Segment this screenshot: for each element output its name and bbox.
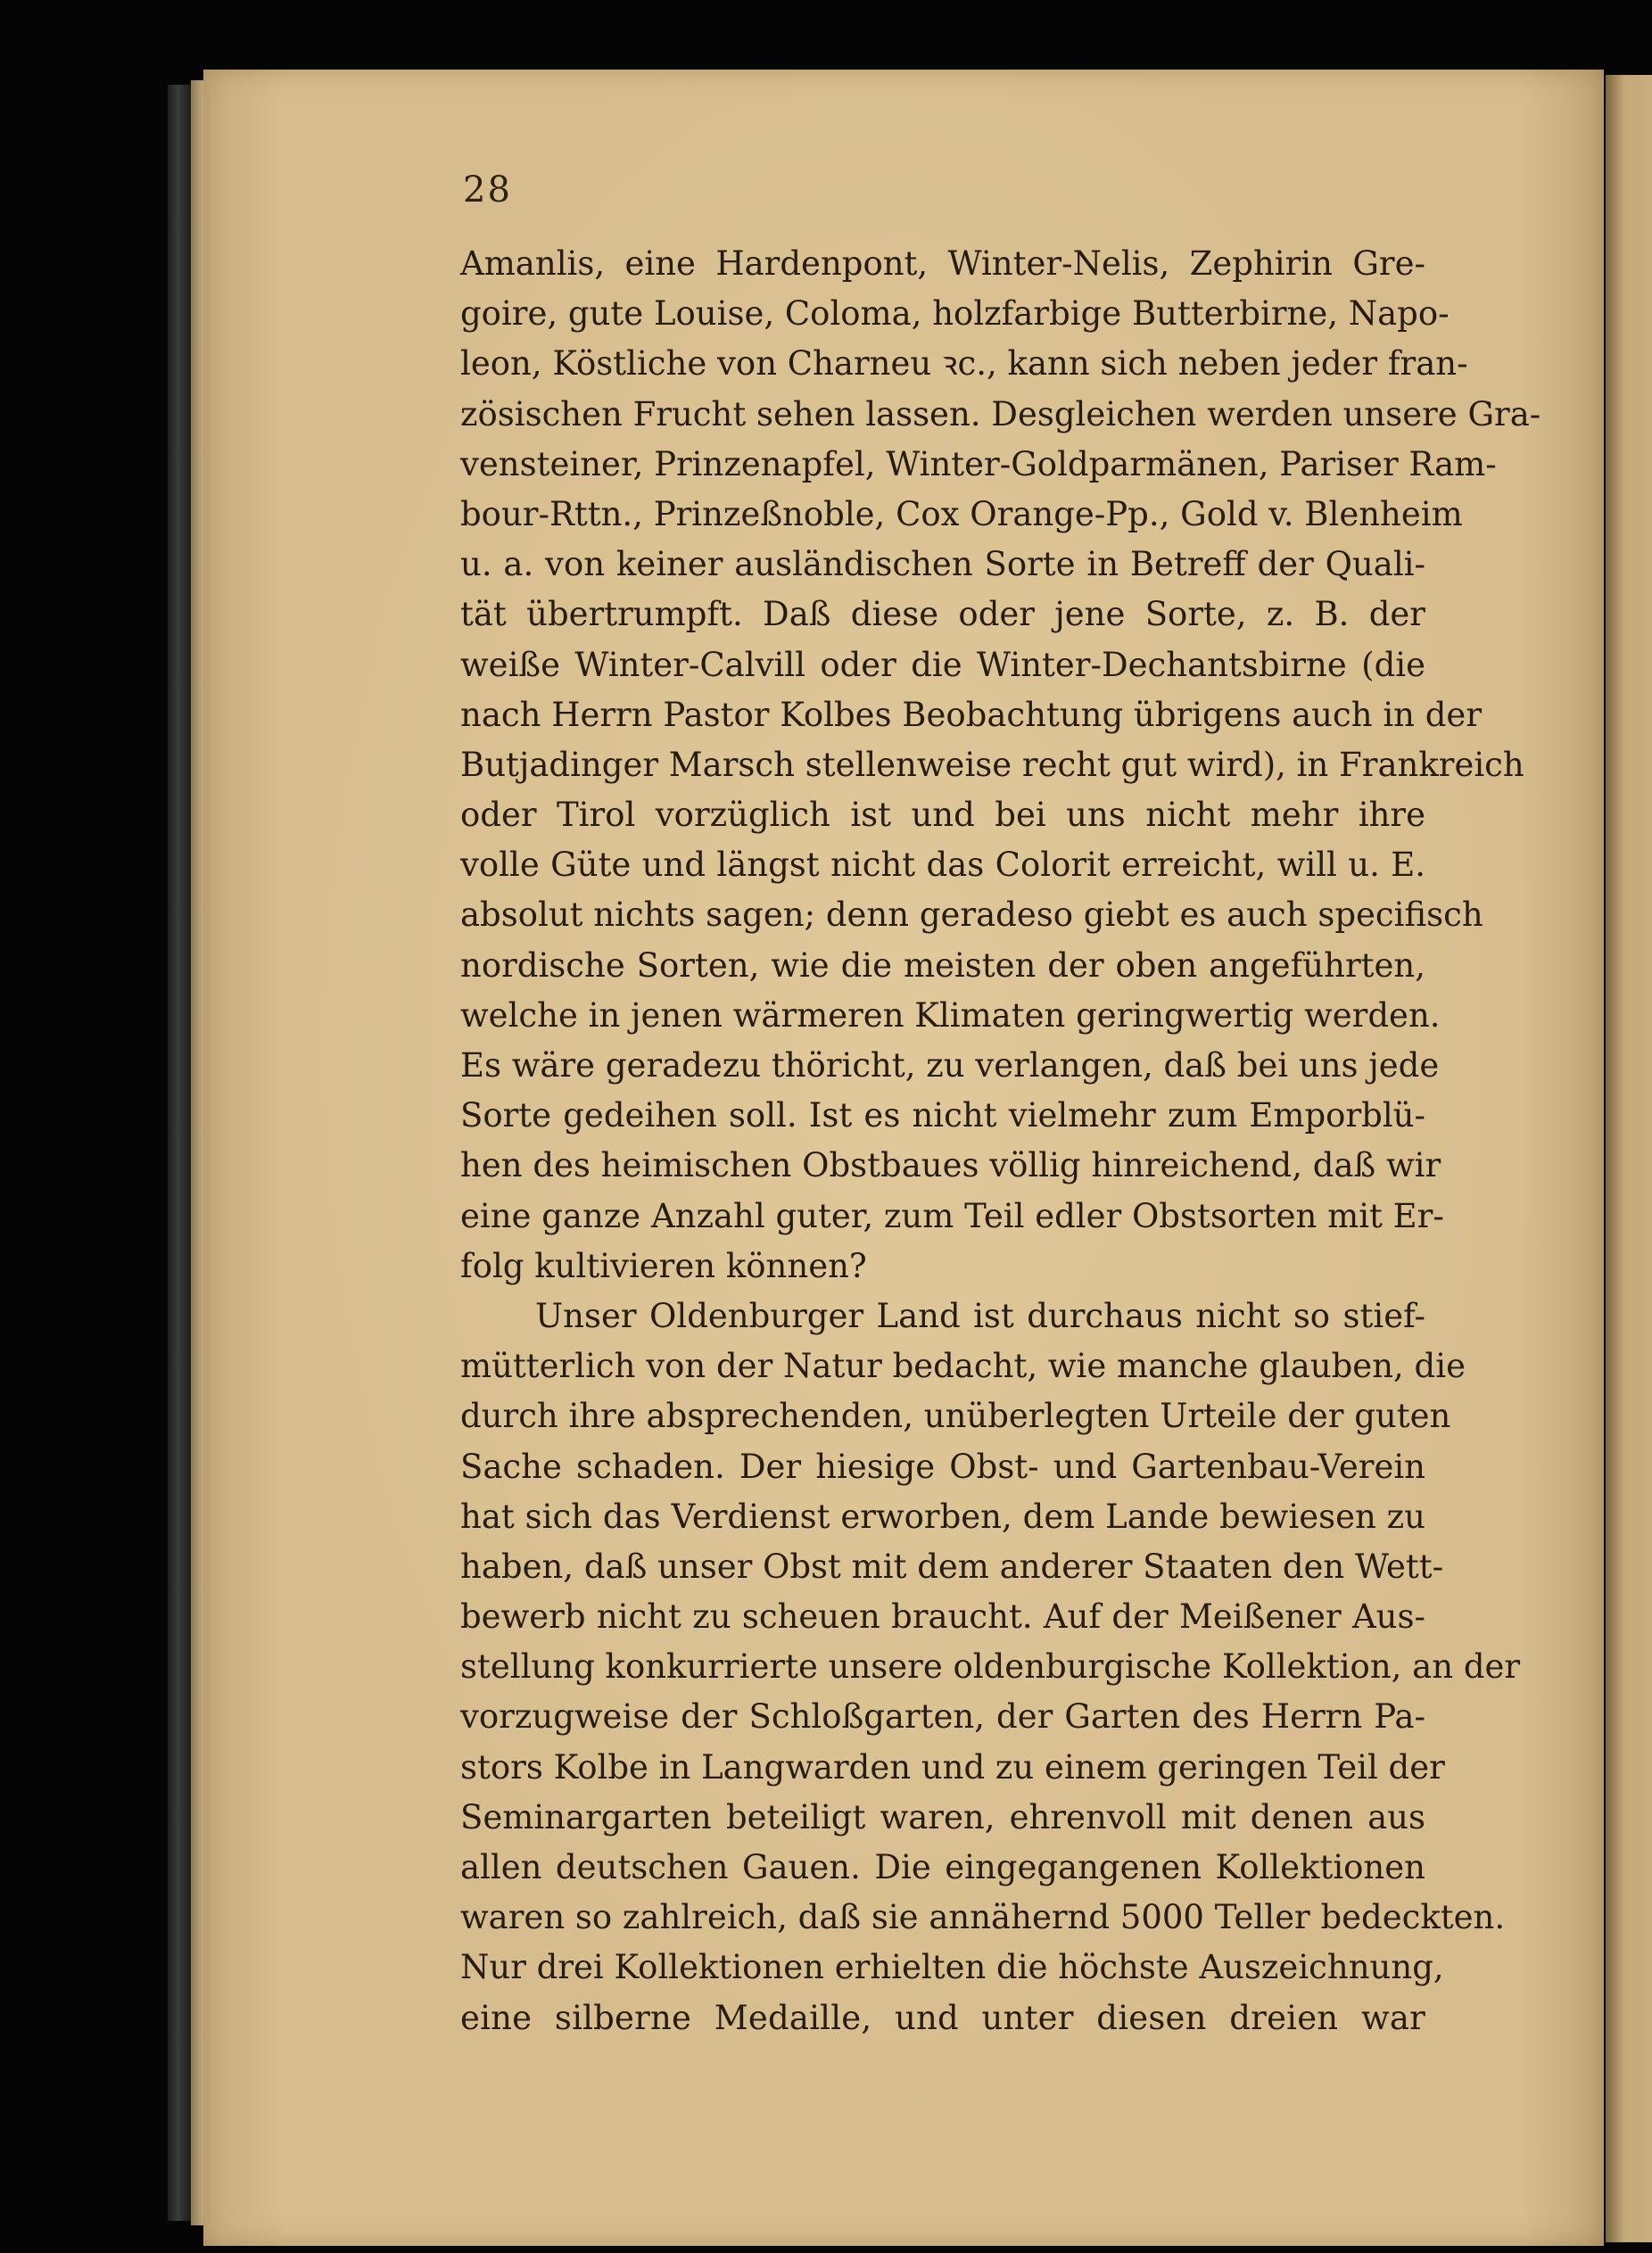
text-line: haben, daß unser Obst mit dem anderer Staaten den Wett- [460,1547,1444,1586]
next-page-edge [1606,75,1652,2242]
text-line: nordische Sorten, wie die meisten der oben angeführten, [460,945,1425,985]
text-line: bewerb nicht zu scheuen braucht. Auf der Meißener Aus- [460,1597,1425,1637]
book-spine [168,85,191,2221]
text-line: stellung konkurrierte unsere oldenburgische Kollektion, an der [460,1647,1521,1687]
text-line: Butjadinger Marsch stellenweise recht gut wird), in Frankreich [460,745,1524,784]
text-line: allen deutschen Gauen. Die eingegangenen Kollektionen [460,1848,1425,1886]
text-line: bour-Rttn., Prinzeßnoble, Cox Orange-Pp., Gold v. Blenheim [460,494,1463,533]
text-line: waren so zahlreich, daß sie annähernd 5000 Teller bedeckten. [460,1898,1506,1937]
text-line: volle Güte und längst nicht das Colorit erreicht, will u. E. [460,846,1425,885]
text-line: stors Kolbe in Langwarden und zu einem geringen Teil der [460,1747,1445,1787]
text-line: nach Herrn Pastor Kolbes Beobachtung übrigens auch in der [460,695,1483,734]
text-line: weiße Winter-Calvill oder die Winter-Dechantsbirne (die [460,645,1425,684]
text-line: folg kultivieren können? [460,1246,867,1285]
text-line: u. a. von keiner ausländischen Sorte in Betreff der Quali- [460,545,1425,584]
paragraph-first-line: Unser Oldenburger Land ist durchaus nicht so stief- [535,1296,1425,1335]
text-line: hat sich das Verdienst erworben, dem Lande bewiesen zu [460,1497,1425,1536]
text-line: Sache schaden. Der hiesige Obst- und Gartenbau-Verein [460,1447,1425,1486]
text-line: eine ganze Anzahl guter, zum Teil edler Obstsorten mit Er- [460,1196,1444,1235]
text-line: tät übertrumpft. Daß diese oder jene Sorte, z. B. der [460,595,1425,634]
text-line: oder Tirol vorzüglich ist und bei uns nicht mehr ihre [460,796,1425,835]
text-line: welche in jenen wärmeren Klimaten geringwertig werden. [460,995,1441,1035]
text-line: Amanlis, eine Hardenpont, Winter-Nelis, Zephirin Gre- [460,244,1425,283]
text-line: Es wäre geradezu thöricht, zu verlangen, daß bei uns jede [460,1046,1440,1085]
text-line: zösischen Frucht sehen lassen. Desgleichen werden unsere Gra- [460,394,1541,433]
text-line: Nur drei Kollektionen erhielten die höchste Auszeichnung, [460,1948,1444,1987]
text-line: vorzugweise der Schloßgarten, der Garten des Herrn Pa- [460,1697,1425,1737]
text-line: Seminargarten beteiligt waren, ehrenvoll mit denen aus [460,1797,1425,1836]
text-line: mütterlich von der Natur bedacht, wie manche glauben, die [460,1347,1466,1386]
page-body-text [460,239,1541,2043]
text-line: Sorte gedeihen soll. Ist es nicht vielmehr zum Emporblü- [460,1096,1425,1135]
text-line: leon, Köstliche von Charneu ꝛc., kann sich neben jeder fran- [460,344,1468,384]
text-line: absolut nichts sagen; denn geradeso giebt es auch specifisch [460,895,1483,935]
text-line: hen des heimischen Obstbaues völlig hinreichend, daß wir [460,1146,1441,1185]
page-number: 28 [463,169,512,210]
text-line: eine silberne Medaille, und unter diesen dreien war [460,1998,1425,2037]
text-line: vensteiner, Prinzenapfel, Winter-Goldparmänen, Pariser Ram- [460,444,1497,483]
text-line: goire, gute Louise, Coloma, holzfarbige Butterbirne, Napo- [460,294,1450,334]
text-line: durch ihre absprechenden, unüberlegten Urteile der guten [460,1397,1451,1436]
